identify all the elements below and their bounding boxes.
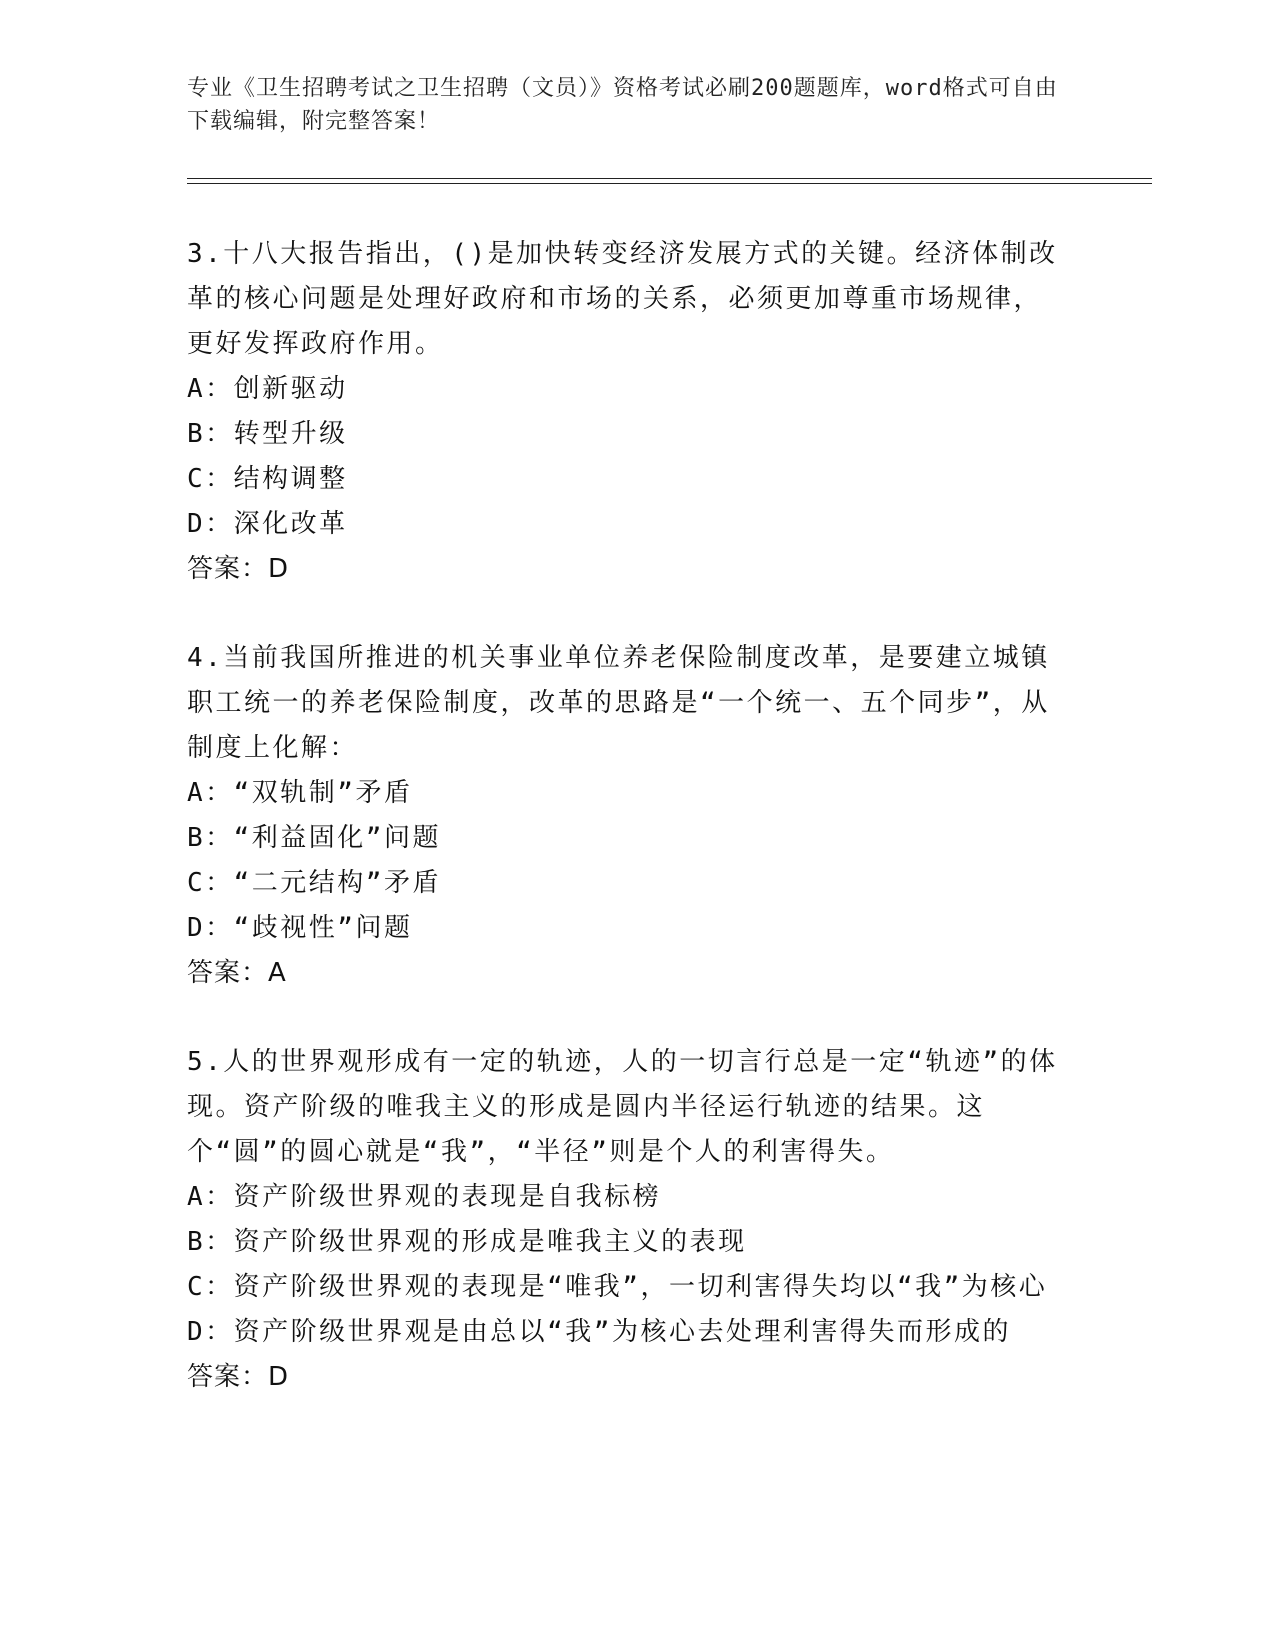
- option-d: D：资产阶级世界观是由总以“我”为核心去处理利害得失而形成的: [187, 1317, 1011, 1347]
- answer: 答案：D: [187, 1362, 290, 1392]
- question-text: 4.当前我国所推进的机关事业单位养老保险制度改革，是要建立城镇职工统一的养老保险制度，改革的思路是“一个统一、五个同步”，从制度上化解：: [187, 643, 1050, 763]
- option-b: B：资产阶级世界观的形成是唯我主义的表现: [187, 1227, 747, 1257]
- question-text: 5.人的世界观形成有一定的轨迹，人的一切言行总是一定“轨迹”的体现。资产阶级的唯我主义的形成是圆内半径运行轨迹的结果。这个“圆”的圆心就是“我”，“半径”则是个人的利害得失。: [187, 1047, 1058, 1167]
- option-a: A：“双轨制”矛盾: [187, 778, 413, 808]
- answer: 答案：D: [187, 554, 290, 584]
- option-a: A：创新驱动: [187, 374, 348, 404]
- question-4: [187, 636, 1067, 996]
- option-c: C：结构调整: [187, 464, 348, 494]
- answer: 答案：A: [187, 958, 287, 988]
- option-d: D：“歧视性”问题: [187, 913, 413, 943]
- header-divider-bottom: [187, 183, 1152, 184]
- document-header: 专业《卫生招聘考试之卫生招聘（文员）》资格考试必刷200题题库，word格式可自由下载编辑，附完整答案！: [187, 76, 1058, 134]
- option-c: C：资产阶级世界观的表现是“唯我”，一切利害得失均以“我”为核心: [187, 1272, 1048, 1302]
- question-list: [187, 232, 1067, 1444]
- question-5: [187, 1040, 1067, 1400]
- option-a: A：资产阶级世界观的表现是自我标榜: [187, 1182, 662, 1212]
- question-3: [187, 232, 1067, 592]
- header-divider-top: [187, 178, 1152, 179]
- option-b: B：“利益固化”问题: [187, 823, 441, 853]
- option-c: C：“二元结构”矛盾: [187, 868, 441, 898]
- question-text: 3.十八大报告指出，()是加快转变经济发展方式的关键。经济体制改革的核心问题是处理好政府和市场的关系，必须更加尊重市场规律，更好发挥政府作用。: [187, 239, 1058, 359]
- option-b: B：转型升级: [187, 419, 348, 449]
- option-d: D：深化改革: [187, 509, 348, 539]
